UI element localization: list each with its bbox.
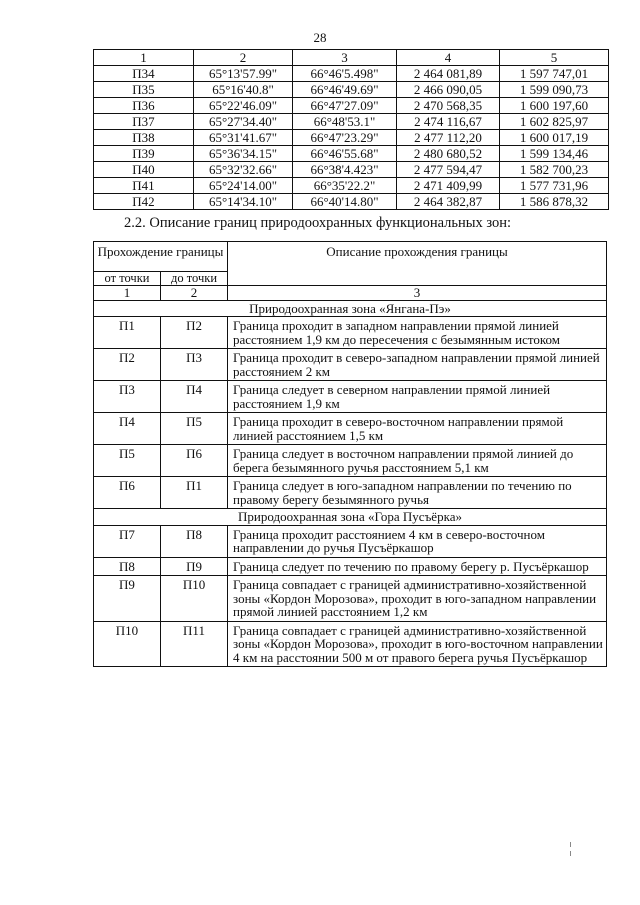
section-heading: 2.2. Описание границ природоохранных функциональных зон: bbox=[124, 215, 512, 231]
zone-title-row bbox=[94, 300, 607, 317]
header-to-point: до точки bbox=[161, 272, 228, 286]
from-point: П4 bbox=[94, 413, 161, 445]
coordinates-body bbox=[94, 66, 609, 210]
coordinates-row bbox=[94, 114, 609, 130]
from-point: П8 bbox=[94, 557, 161, 576]
boundary-row bbox=[94, 557, 607, 576]
boundary-description: Граница следует в восточном направлении прямой линией до берега безымянного ручья расстоянием 5,1 км bbox=[228, 445, 607, 477]
boundary-description: Граница проходит в западном направлении прямой линией расстоянием 1,9 км до пересечения с безымянным истоком bbox=[228, 317, 607, 349]
table-cell: 1 597 747,01 bbox=[500, 66, 609, 82]
table-cell: 65°14'34.10" bbox=[194, 194, 293, 210]
boundary-row bbox=[94, 317, 607, 349]
table-cell: 66°38'4.423" bbox=[293, 162, 397, 178]
zone-header-row bbox=[94, 242, 607, 272]
table-cell: 65°27'34.40" bbox=[194, 114, 293, 130]
scan-marks bbox=[570, 842, 572, 868]
boundary-description: Граница совпадает с границей административно-хозяйственной зоны «Кордон Морозова», проходит в юго-восточном направлении 4 км на расстоянии 500 м от правого берега ручья Пусъёркашор bbox=[228, 621, 607, 667]
coordinates-row bbox=[94, 130, 609, 146]
column-header: 3 bbox=[293, 50, 397, 66]
zone-boundaries-table bbox=[93, 241, 607, 667]
table-cell: 2 466 090,05 bbox=[397, 82, 500, 98]
table-cell: 1 582 700,23 bbox=[500, 162, 609, 178]
table-cell: П42 bbox=[94, 194, 194, 210]
table-cell: 65°16'40.8" bbox=[194, 82, 293, 98]
boundary-description: Граница следует в юго-западном направлении по течению по правому берегу безымянного ручья bbox=[228, 477, 607, 509]
boundary-row bbox=[94, 445, 607, 477]
from-point: П5 bbox=[94, 445, 161, 477]
to-point: П6 bbox=[161, 445, 228, 477]
table-cell: П38 bbox=[94, 130, 194, 146]
to-point: П11 bbox=[161, 621, 228, 667]
coordinates-header-row bbox=[94, 50, 609, 66]
from-point: П10 bbox=[94, 621, 161, 667]
header-passage: Прохождение границы bbox=[94, 242, 228, 272]
from-point: П9 bbox=[94, 576, 161, 622]
boundary-row bbox=[94, 349, 607, 381]
table-cell: 65°31'41.67" bbox=[194, 130, 293, 146]
table-cell: 66°46'49.69" bbox=[293, 82, 397, 98]
table-cell: 1 600 197,60 bbox=[500, 98, 609, 114]
table-cell: 65°13'57.99" bbox=[194, 66, 293, 82]
coordinates-row bbox=[94, 194, 609, 210]
table-cell: 2 477 594,47 bbox=[397, 162, 500, 178]
boundary-description: Граница следует в северном направлении прямой линией расстоянием 1,9 км bbox=[228, 381, 607, 413]
table-cell: 65°32'32.66" bbox=[194, 162, 293, 178]
table-cell: 66°47'27.09" bbox=[293, 98, 397, 114]
table-cell: 1 577 731,96 bbox=[500, 178, 609, 194]
table-cell: 1 599 090,73 bbox=[500, 82, 609, 98]
table-cell: 2 464 382,87 bbox=[397, 194, 500, 210]
column-header: 4 bbox=[397, 50, 500, 66]
boundary-description: Граница проходит в северо-западном направлении прямой линией расстоянием 2 км bbox=[228, 349, 607, 381]
column-header: 1 bbox=[94, 50, 194, 66]
table-cell: 2 474 116,67 bbox=[397, 114, 500, 130]
zone-title: Природоохранная зона «Гора Пусъёрка» bbox=[94, 509, 607, 526]
coordinates-row bbox=[94, 66, 609, 82]
zone-title-row bbox=[94, 509, 607, 526]
table-cell: П35 bbox=[94, 82, 194, 98]
boundary-description: Граница совпадает с границей административно-хозяйственной зоны «Кордон Морозова», проходит в юго-западном направлении прямой линией расстоянием 1,2 км bbox=[228, 576, 607, 622]
to-point: П9 bbox=[161, 557, 228, 576]
table-cell: 66°48'53.1" bbox=[293, 114, 397, 130]
to-point: П8 bbox=[161, 525, 228, 557]
table-cell: 1 600 017,19 bbox=[500, 130, 609, 146]
table-cell: 1 602 825,97 bbox=[500, 114, 609, 130]
table-cell: 66°47'23.29" bbox=[293, 130, 397, 146]
from-point: П7 bbox=[94, 525, 161, 557]
coordinates-row bbox=[94, 178, 609, 194]
to-point: П4 bbox=[161, 381, 228, 413]
table-cell: 66°40'14.80" bbox=[293, 194, 397, 210]
table-cell: 2 477 112,20 bbox=[397, 130, 500, 146]
table-cell: 66°46'55.68" bbox=[293, 146, 397, 162]
header-from-point: от точки bbox=[94, 272, 161, 286]
table-cell: П37 bbox=[94, 114, 194, 130]
column-number: 1 bbox=[94, 286, 161, 301]
boundary-description: Граница проходит в северо-восточном направлении прямой линией расстоянием 1,5 км bbox=[228, 413, 607, 445]
to-point: П2 bbox=[161, 317, 228, 349]
to-point: П1 bbox=[161, 477, 228, 509]
boundary-description: Граница проходит расстоянием 4 км в северо-восточном направлении до ручья Пусъёркашор bbox=[228, 525, 607, 557]
to-point: П3 bbox=[161, 349, 228, 381]
boundary-row bbox=[94, 576, 607, 622]
boundary-row bbox=[94, 525, 607, 557]
from-point: П3 bbox=[94, 381, 161, 413]
header-description: Описание прохождения границы bbox=[228, 242, 607, 286]
column-header: 5 bbox=[500, 50, 609, 66]
column-number: 3 bbox=[228, 286, 607, 301]
coordinates-row bbox=[94, 162, 609, 178]
from-point: П6 bbox=[94, 477, 161, 509]
coordinates-table bbox=[93, 49, 609, 210]
to-point: П5 bbox=[161, 413, 228, 445]
table-cell: 2 480 680,52 bbox=[397, 146, 500, 162]
page-number: 28 bbox=[313, 30, 327, 45]
boundary-row bbox=[94, 413, 607, 445]
column-number: 2 bbox=[161, 286, 228, 301]
coordinates-row bbox=[94, 146, 609, 162]
table-cell: 1 599 134,46 bbox=[500, 146, 609, 162]
from-point: П2 bbox=[94, 349, 161, 381]
zone-number-row bbox=[94, 286, 607, 301]
column-header: 2 bbox=[194, 50, 293, 66]
table-cell: П36 bbox=[94, 98, 194, 114]
table-cell: П40 bbox=[94, 162, 194, 178]
table-cell: 66°35'22.2" bbox=[293, 178, 397, 194]
coordinates-row bbox=[94, 98, 609, 114]
table-cell: 66°46'5.498" bbox=[293, 66, 397, 82]
to-point: П10 bbox=[161, 576, 228, 622]
table-cell: 2 464 081,89 bbox=[397, 66, 500, 82]
zone1-rows bbox=[94, 317, 607, 509]
table-cell: 2 470 568,35 bbox=[397, 98, 500, 114]
boundary-row bbox=[94, 477, 607, 509]
table-cell: 65°24'14.00" bbox=[194, 178, 293, 194]
table-cell: 2 471 409,99 bbox=[397, 178, 500, 194]
table-cell: П34 bbox=[94, 66, 194, 82]
table-cell: 65°22'46.09" bbox=[194, 98, 293, 114]
boundary-description: Граница следует по течению по правому берегу р. Пусъёркашор bbox=[228, 557, 607, 576]
coordinates-row bbox=[94, 82, 609, 98]
zone2-rows bbox=[94, 525, 607, 667]
from-point: П1 bbox=[94, 317, 161, 349]
table-cell: П41 bbox=[94, 178, 194, 194]
boundary-row bbox=[94, 381, 607, 413]
table-cell: 65°36'34.15" bbox=[194, 146, 293, 162]
table-cell: 1 586 878,32 bbox=[500, 194, 609, 210]
table-cell: П39 bbox=[94, 146, 194, 162]
boundary-row bbox=[94, 621, 607, 667]
zone-title: Природоохранная зона «Янгана-Пэ» bbox=[94, 300, 607, 317]
